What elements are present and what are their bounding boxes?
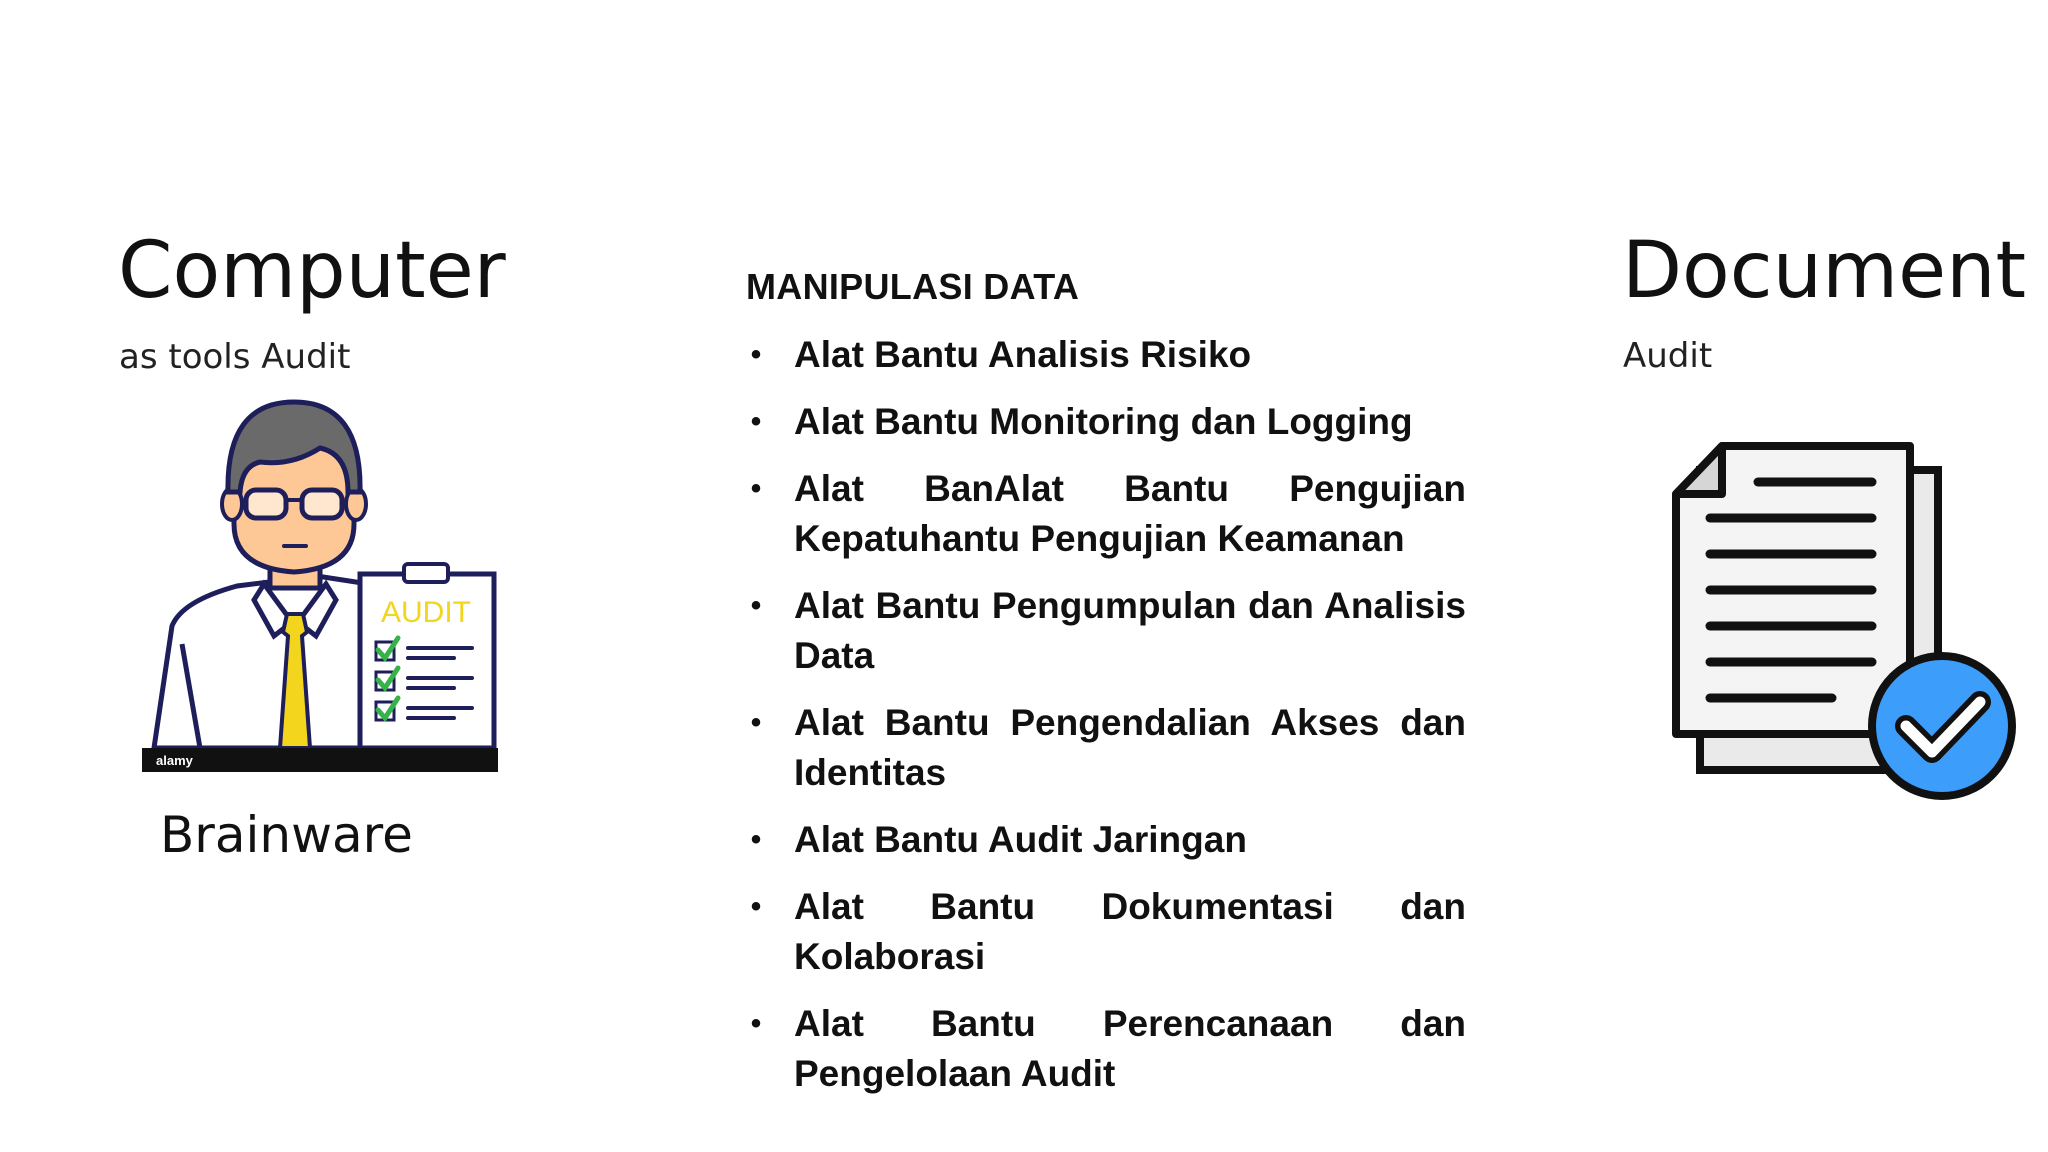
list-item <box>746 581 1466 681</box>
watermark-text: alamy <box>156 753 193 768</box>
right-title: Document <box>1622 226 2027 316</box>
list-item-label: Alat Bantu Monitoring dan Logging <box>794 401 1413 442</box>
list-item-label: Alat Bantu Pengumpulan dan Analisis Data <box>794 585 1466 676</box>
bullet-marker: • <box>750 589 762 622</box>
document-check-icon <box>1660 434 2020 806</box>
list-item <box>746 397 1466 447</box>
tools-bullet-list <box>746 330 1466 1116</box>
bullet-marker: • <box>750 405 762 438</box>
list-item <box>746 999 1466 1099</box>
list-item <box>746 330 1466 380</box>
brainware-caption: Brainware <box>160 806 413 864</box>
auditor-with-clipboard-icon <box>142 396 498 778</box>
left-title: Computer <box>118 226 506 316</box>
clipboard-label: AUDIT <box>381 596 471 629</box>
bullet-marker: • <box>750 706 762 739</box>
bullet-marker: • <box>750 338 762 371</box>
list-item-label: Alat Bantu Analisis Risiko <box>794 334 1252 375</box>
list-item <box>746 882 1466 982</box>
bullet-marker: • <box>750 1007 762 1040</box>
list-item-label: Alat Bantu Pengendalian Akses dan Identitas <box>794 702 1466 793</box>
list-item-label: Alat Bantu Dokumentasi dan Kolaborasi <box>794 886 1466 977</box>
list-item-label: Alat Bantu Audit Jaringan <box>794 819 1247 860</box>
document-illustration <box>1660 434 2020 806</box>
auditor-illustration <box>142 396 498 778</box>
bullet-marker: • <box>750 890 762 923</box>
bullet-marker: • <box>750 823 762 856</box>
bullet-marker: • <box>750 472 762 505</box>
list-item <box>746 464 1466 564</box>
right-subtitle: Audit <box>1623 336 1713 376</box>
list-item-label: Alat BanAlat Bantu Pengujian Kepatuhantu Pengujian Keamanan <box>794 468 1466 559</box>
list-item <box>746 698 1466 798</box>
list-item <box>746 815 1466 865</box>
manipulasi-data-heading: MANIPULASI DATA <box>746 266 1080 307</box>
list-item-label: Alat Bantu Perencanaan dan Pengelolaan Audit <box>794 1003 1466 1094</box>
left-subtitle: as tools Audit <box>119 337 351 377</box>
